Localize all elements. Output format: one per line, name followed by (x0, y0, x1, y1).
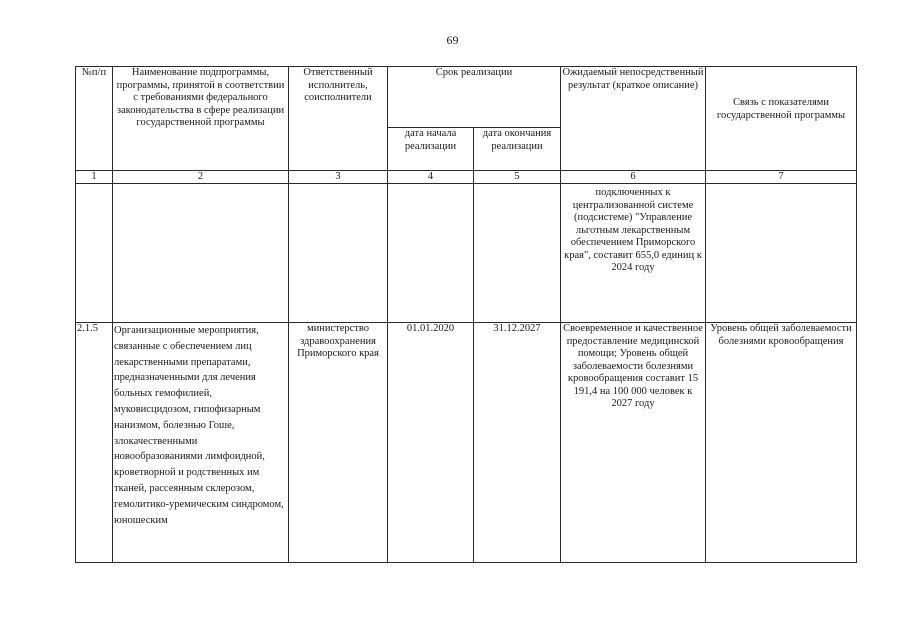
header-num: №п/п (76, 67, 113, 171)
row-number: 2.1.5 (76, 323, 113, 563)
row-link: Уровень общей заболеваемости болезнями кровообращения (706, 323, 857, 563)
header-responsible: Ответственный исполнитель, соисполнители (289, 67, 388, 171)
cell-empty (76, 184, 113, 323)
header-start-date: дата начала реализации (388, 128, 474, 171)
cell-empty (113, 184, 289, 323)
continued-result: подключенных к централизованной системе (подсистеме) "Управление льготным лекарственным обеспечением Приморского края", составит 655,0 единиц к 2024 году (561, 184, 706, 323)
header-term: Срок реализации (388, 67, 561, 128)
cell-empty (289, 184, 388, 323)
row-responsible: министерство здравоохранения Приморского края (289, 323, 388, 563)
column-number: 6 (561, 171, 706, 184)
header-row (76, 67, 857, 128)
column-number: 7 (706, 171, 857, 184)
header-name: Наименование подпрограммы, программы, принятой в соответствии с требованиями федерального законодательства в сфере реализации государственной программы (113, 67, 289, 171)
table-row (76, 323, 857, 563)
cell-empty (388, 184, 474, 323)
header-result: Ожидаемый непосредственный результат (краткое описание) (561, 67, 706, 171)
program-table (75, 66, 857, 563)
page-number: 69 (446, 33, 459, 47)
cell-empty (706, 184, 857, 323)
column-number: 2 (113, 171, 289, 184)
header-link: Связь с показателями государственной программы (706, 67, 857, 171)
column-number: 3 (289, 171, 388, 184)
header-end-date: дата окончания реализации (474, 128, 561, 171)
row-start-date: 01.01.2020 (388, 323, 474, 563)
column-number-row (76, 171, 857, 184)
row-end-date: 31.12.2027 (474, 323, 561, 563)
cell-empty (474, 184, 561, 323)
column-number: 4 (388, 171, 474, 184)
column-number: 1 (76, 171, 113, 184)
column-number: 5 (474, 171, 561, 184)
row-name: Организационные мероприятия, связанные с обеспечением лиц лекарственными препаратами, предназначенными для лечения больных гемофилией, муковисцидозом, гипофизарным нанизмом, болезнью Гоше, злокачественными новообразованиями лимфоидной, кроветворной и родственных им тканей, рассеянным склерозом, гемолитико-уремическим синдромом, юношеским (113, 323, 289, 563)
row-result: Своевременное и качественное предоставление медицинской помощи; Уровень общей заболеваемости болезнями кровообращения составит 15 191,4 на 100 000 человек к 2027 году (561, 323, 706, 563)
continued-row (76, 184, 857, 323)
